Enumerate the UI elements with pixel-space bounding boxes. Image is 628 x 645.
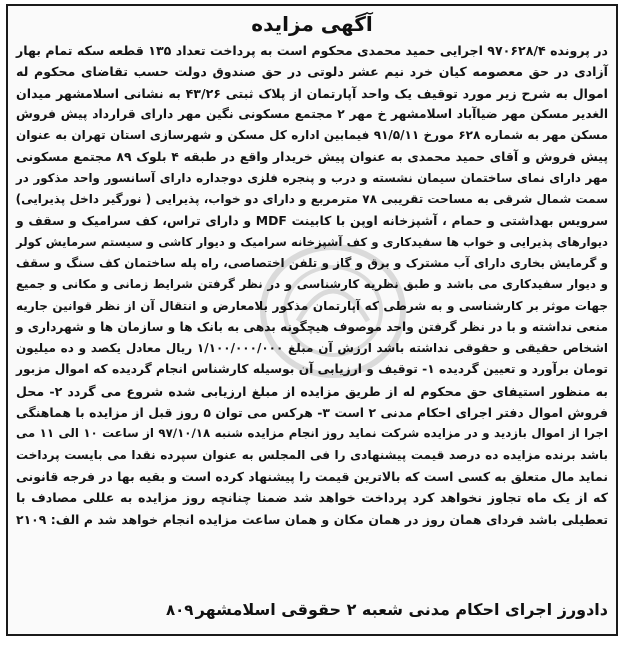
notice-line: و گرمایش بخاری دارای آب مشترک و برق و گاز و تلفن اختصاصی، راه پله ساختمان کف سنگ و سقف xyxy=(16,255,608,270)
notice-body xyxy=(8,40,616,530)
signature-line: دادورز اجرای احکام مدنی شعبه ۲ حقوقی اسلامشهر xyxy=(195,600,608,619)
notice-line: جهات موثر بر کارشناسی و به شرطی که آپارتمان مذکور بلامعارض و انتقال آن از نظر قوانین جاریه xyxy=(16,298,608,313)
notice-code: ۸۰۹ xyxy=(166,601,194,619)
notice-line: اشخاص حقیقی و حقوقی نداشته باشد ارزش آن مبلغ ۱/۱۰۰/۰۰۰/۰۰۰ ریال معادل یکصد و ده میلیون xyxy=(16,341,608,356)
notice-line: اجرا از اموال بازدید و در مزایده شرکت نماید روز انجام مزایده شنبه ۹۷/۱۰/۱۸ از ساعت ۱۰ الی ۱۱ می xyxy=(16,426,608,441)
notice-line: نماید مال متعلق به کسی است که بالاترین قیمت را پیشنهاد کرده است و بقیه بها در فرجه قانونی xyxy=(16,468,608,484)
notice-line: مسکن مهر به شماره ۶۲۸ مورخ ۹۱/۵/۱۱ فیمابین اداره کل مسکن و شهرسازی استان تهران به عنوان xyxy=(16,128,609,143)
notice-title: آگهی مزایده xyxy=(251,12,373,36)
notice-line: پیش فروش و آقای حمید محمدی به عنوان پیش خریدار واقع در طبقه ۴ بلوک ۸۹ مجتمع مسکونی xyxy=(16,149,608,165)
notice-line: تومان برآورد و تعیین گردیده ۱- توقیف و ارزیابی آن بوسیله کارشناس انجام گردیده که اموال مزبور xyxy=(16,362,608,377)
notice-line: منعی نداشته و با در نظر گرفتن واحد موصوف هیچگونه بدهی به بانک ها و سازمان ها و شهرداری و xyxy=(15,319,608,334)
notice-line: اموال به شرح زیر مورد توقیف یک واحد آپارتمان از پلاک ثبتی ۴۳/۲۶ به نشانی اسلامشهر میدان xyxy=(16,85,608,101)
notice-line: الغدیر مسکن مهر ضیاآباد اسلامشهر خ مهر ۲ مجتمع مسکونی نگین مهر دارای قرارداد پیش فروش xyxy=(16,106,608,121)
notice-line: سمت شمال شرقی به مساحت تقریبی ۷۸ مترمربع و دارای دو خواب، پذیرایی ( نورگیر داخل پذیرایی) xyxy=(15,192,608,207)
notice-line: مهر دارای نمای ساختمان سیمان نشسته و درب و پنجره فلزی دوجداره دارای آسانسور واحد مذکور در xyxy=(16,170,608,185)
notice-frame xyxy=(6,4,618,636)
notice-line: و دیوار سفیدکاری می باشد و طبق نظریه کارشناسی و در نظر گرفتن شرایط زمانی و مکانی و جمیع xyxy=(16,277,608,292)
notice-line: فروش اموال دفتر اجرای احکام مدنی ۲ است ۳- هرکس می توان ۵ روز قبل از مزایده با هماهنگی xyxy=(16,405,608,421)
notice-line: به منظور استیفای حق محکوم له از طریق مزایده از مبلغ ارزیابی شده شروع می گردد ۲- محل xyxy=(16,383,608,399)
notice-line: که از یک ماه تجاوز نخواهد کرد پرداخت خواهد شد ضمنا چنانچه روز مزایده به عللی مصادف با xyxy=(16,490,608,506)
notice-line: در پرونده ۹۷۰۶۲۸/۴ اجرایی حمید محمدی محکوم است به پرداخت تعداد ۱۳۵ قطعه سکه تمام بهار xyxy=(16,43,608,58)
notice-line: تعطیلی باشد فردای همان روز در همان مکان و همان ساعت مزایده انجام خواهد شد م الف: ۲۱۰۹ xyxy=(16,511,608,527)
notice-footer xyxy=(16,599,608,621)
notice-line: آزادی در حق معصومه کیان خرد نیم عشر دلوتی در حق صندوق دولت حسب تقاضای محکوم له xyxy=(16,64,608,80)
notice-line: سرویس بهداشتی و حمام ، آشپزخانه اوپن با کابینت MDF و دارای تراس، کف سرامیک و سقف و xyxy=(16,213,609,229)
notice-line: باشد برنده مزایده ده درصد قیمت پیشنهادی را فی المجلس به عنوان سپرده نقدا می بایست پرداخت xyxy=(16,447,608,462)
notice-line: دیوارهای پذیرایی و خواب ها سفیدکاری و کف آشپزخانه سرامیک و دیوار کاشی و سیستم سرمایش کولر xyxy=(16,234,608,249)
